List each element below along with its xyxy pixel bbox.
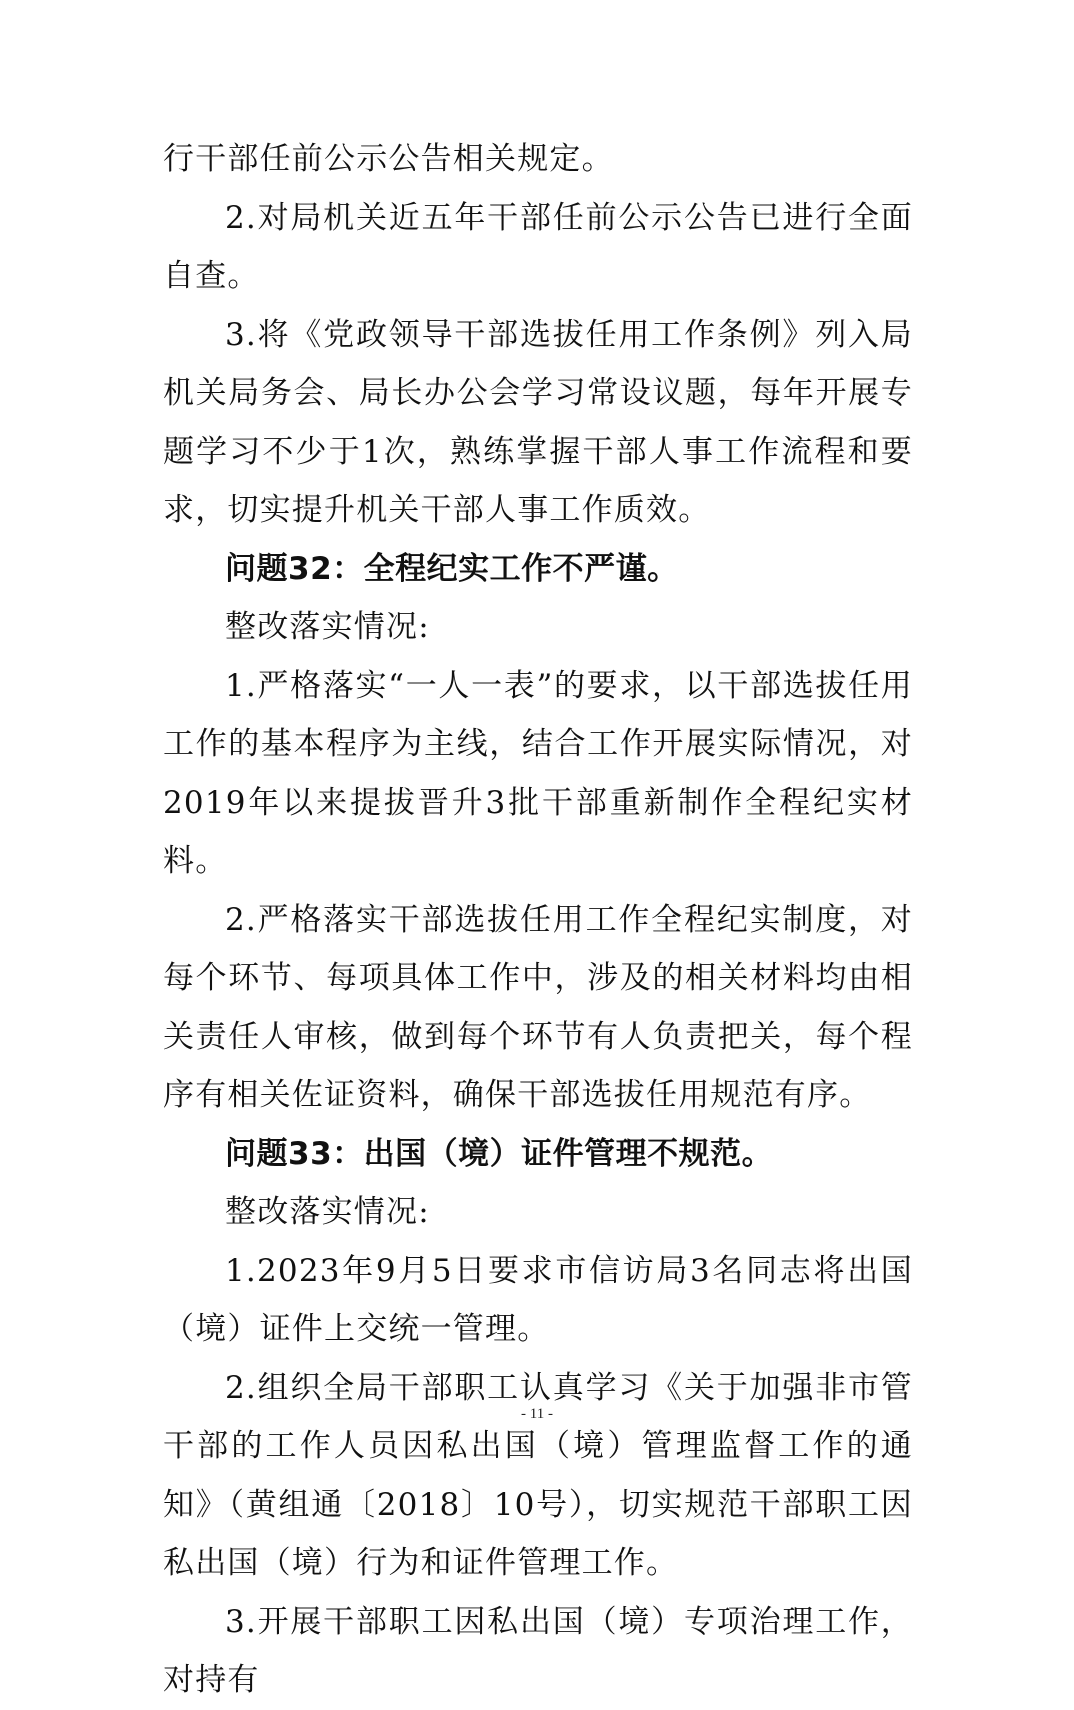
- body-paragraph: 2.严格落实干部选拔任用工作全程纪实制度，对每个环节、每项具体工作中，涉及的相关材料均由相关责任人审核，做到每个环节有人负责把关，每个程序有相关佐证资料，确保干部选拔任用规范有序。: [163, 901, 913, 1113]
- body-paragraph: 1.严格落实“一人一表”的要求，以干部选拔任用工作的基本程序为主线，结合工作开展实际情况，对2019年以来提拔晋升3批干部重新制作全程纪实材料。: [163, 667, 913, 879]
- body-paragraph: 3.开展干部职工因私出国（境）专项治理工作，对持有: [163, 1603, 913, 1698]
- section-heading: 问题32：全程纪实工作不严谨。: [225, 550, 679, 587]
- body-paragraph: 1.2023年9月5日要求市信访局3名同志将出国（境）证件上交统一管理。: [163, 1252, 913, 1347]
- body-paragraph: 2.对局机关近五年干部任前公示公告已进行全面自查。: [163, 199, 913, 294]
- section-heading: 问题33：出国（境）证件管理不规范。: [225, 1135, 774, 1172]
- document-body: [163, 130, 913, 1710]
- body-paragraph: 3.将《党政领导干部选拔任用工作条例》列入局机关局务会、局长办公会学习常设议题，每年开展专题学习不少于1次，熟练掌握干部人事工作流程和要求，切实提升机关干部人事工作质效。: [163, 316, 913, 528]
- body-paragraph: 整改落实情况:: [225, 609, 430, 645]
- body-paragraph: 2.组织全局干部职工认真学习《关于加强非市管干部的工作人员因私出国（境）管理监督工作的通知》（黄组通〔2018〕10号），切实规范干部职工因私出国（境）行为和证件管理工作。: [163, 1369, 913, 1581]
- body-paragraph: 行干部任前公示公告相关规定。: [163, 141, 614, 177]
- body-paragraph: 整改落实情况:: [225, 1194, 430, 1230]
- page-number: - 11 -: [521, 1406, 553, 1422]
